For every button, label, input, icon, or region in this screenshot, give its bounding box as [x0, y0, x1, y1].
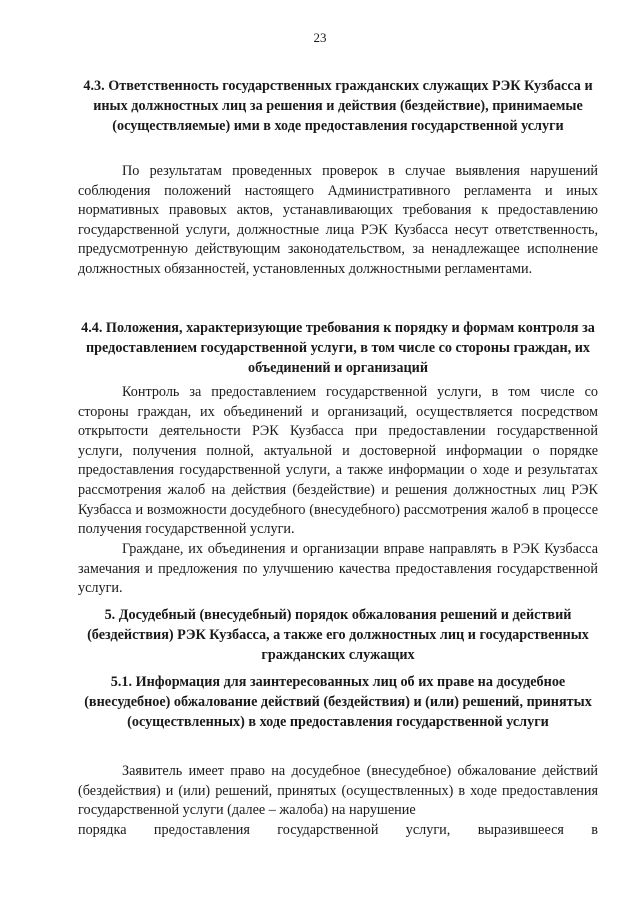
section-5-heading: 5. Досудебный (внесудебный) порядок обжалования решений и действий (бездействия) РЭК Кузбасса, а также его должностных лиц и государственных гражданских служащих: [87, 607, 589, 663]
section-5-1-paragraph: Заявитель имеет право на досудебное (внесудебное) обжалование действий (бездействия) и (или) решений, принятых (осуществленных) в ходе предоставления государственной услуги (далее – жалоба) на нарушение: [78, 763, 598, 819]
section-4-3-paragraph: По результатам проведенных проверок в случае выявления нарушений соблюдения положений настоящего Административного регламента и иных нормативных правовых актов, устанавливающих требования к предоставлению государственной услуги, должностные лица РЭК Кузбасса несут ответственность, предусмотренную действующим законодательством, за ненадлежащее исполнение должностных обязанностей, установленных должностными регламентами.: [78, 163, 598, 277]
section-4-4-heading: 4.4. Положения, характеризующие требования к порядку и формам контроля за предоставлением государственной услуги, в том числе со стороны граждан, их объединений и организаций: [81, 320, 595, 376]
section-4-3-heading: 4.3. Ответственность государственных гражданских служащих РЭК Кузбасса и иных должностных лиц за решения и действия (бездействие), принимаемые (осуществляемые) ими в ходе предоставления государственной услуги: [83, 78, 593, 134]
section-5-1-heading: 5.1. Информация для заинтересованных лиц об их праве на досудебное (внесудебное) обжалование действий (бездействия) и (или) решений, принятых (осуществленных) в ходе предоставления государственной услуги: [84, 674, 592, 730]
section-4-4-paragraph-2: Граждане, их объединения и организации вправе направлять в РЭК Кузбасса замечания и предложения по улучшению качества предоставления государственной услуги.: [78, 541, 598, 597]
page-number: 23: [313, 30, 327, 45]
section-4-4-paragraph-1: Контроль за предоставлением государственной услуги, в том числе со стороны граждан, их объединений и организаций, осуществляется посредством открытости деятельности РЭК Кузбасса при предоставлении государственной услуги, получения полной, актуальной и достоверной информации о порядке предоставления государственной услуги, а также информации о ходе и результатах рассмотрения жалоб на действия (бездействие) и решения должностных лиц РЭК Кузбасса и возможности досудебного (внесудебного) рассмотрения жалоб в процессе получения государственной услуги.: [78, 384, 598, 538]
section-5-1-last-line: порядка предоставления государственной услуги, выразившееся в: [78, 822, 598, 838]
